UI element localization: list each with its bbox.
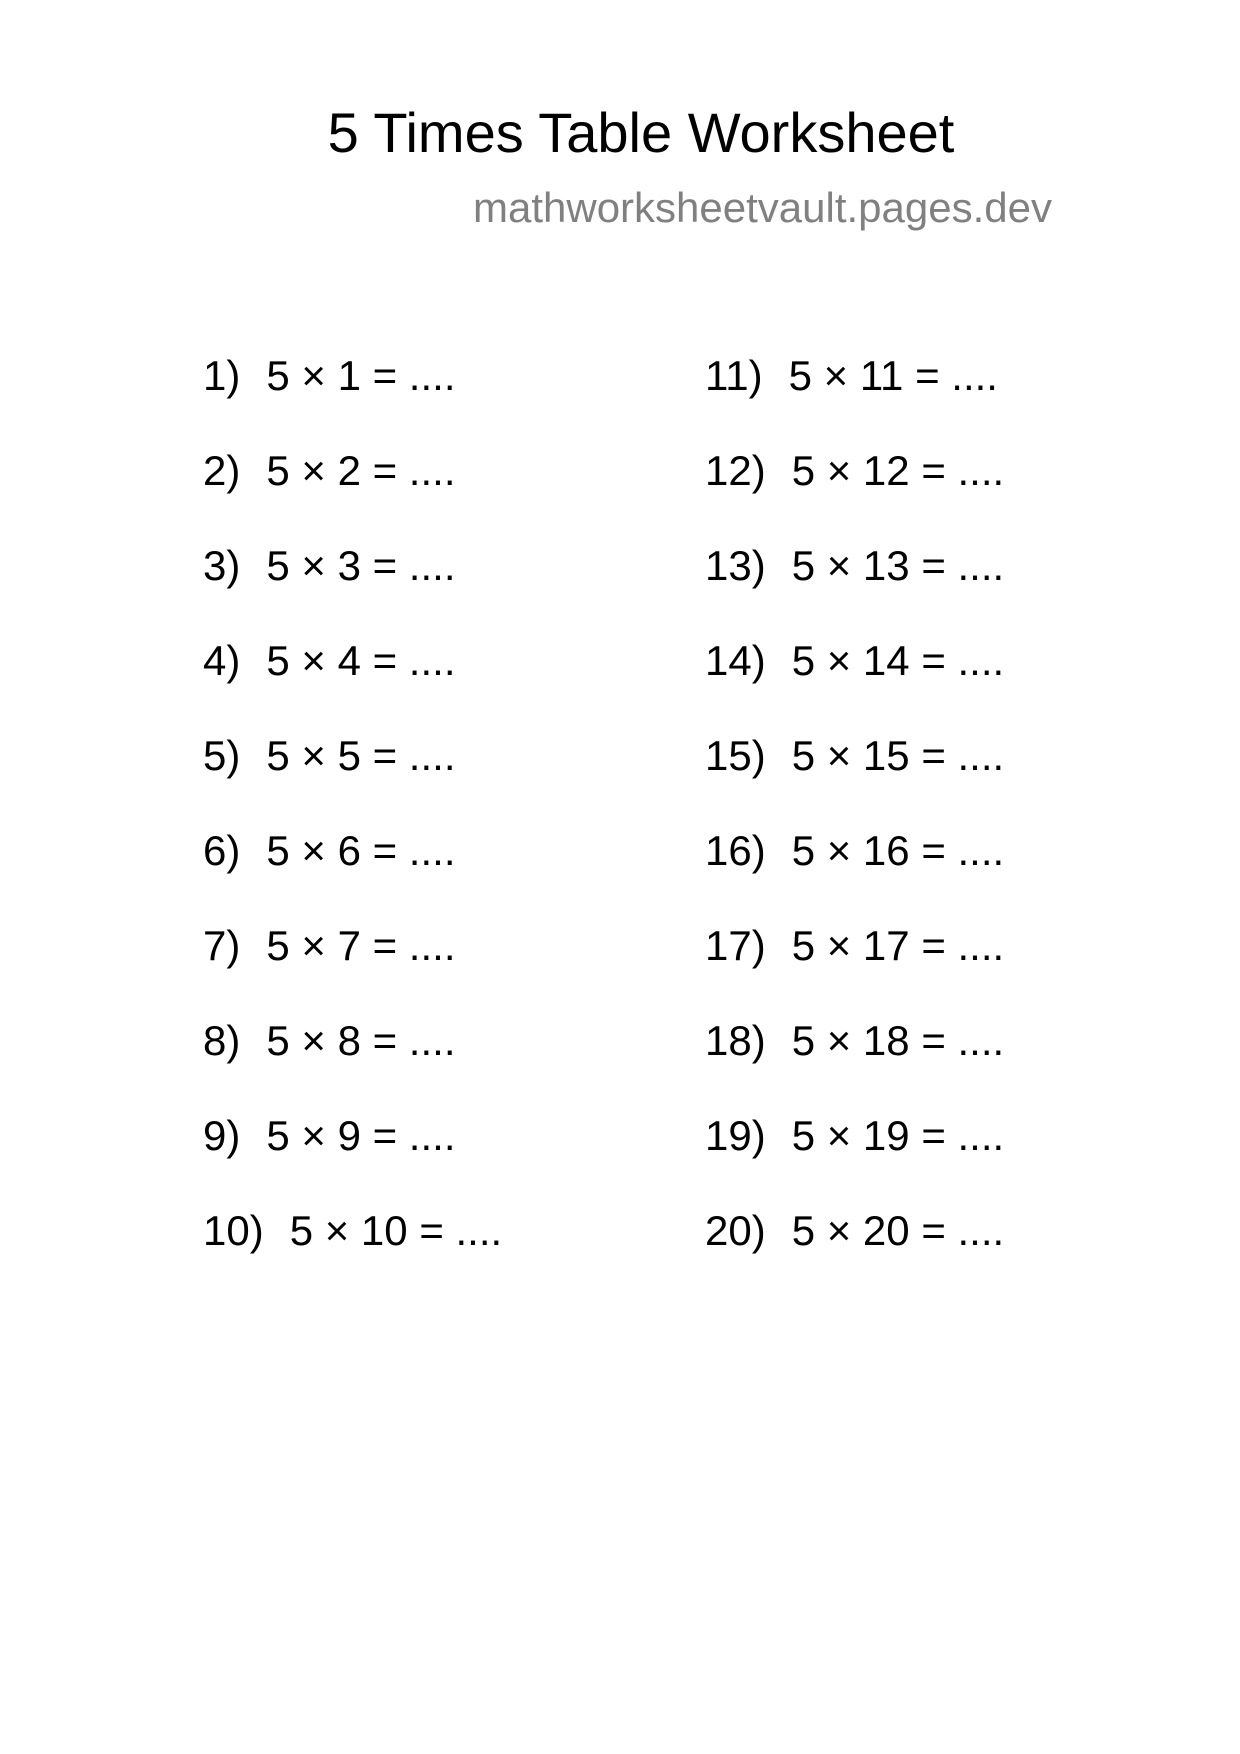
problem-number: 20)	[705, 1207, 766, 1254]
problem-expression: 5 × 6 = ....	[266, 827, 456, 874]
problem-expression: 5 × 18 = ....	[791, 1017, 1005, 1064]
problem-number: 7)	[203, 922, 241, 969]
problem-expression: 5 × 10 = ....	[289, 1207, 503, 1254]
problem-expression: 5 × 7 = ....	[266, 922, 456, 969]
website-url: mathworksheetvault.pages.dev	[473, 184, 1052, 231]
problem-expression: 5 × 9 = ....	[266, 1112, 456, 1159]
problem-expression: 5 × 8 = ....	[266, 1017, 456, 1064]
problem-number: 17)	[705, 922, 766, 969]
problem-item	[203, 825, 455, 877]
problem-expression: 5 × 4 = ....	[266, 637, 456, 684]
problem-item	[705, 730, 1004, 782]
problem-item	[203, 445, 455, 497]
problem-item	[203, 920, 455, 972]
problem-item	[203, 540, 455, 592]
problem-expression: 5 × 13 = ....	[791, 542, 1005, 589]
problem-item	[705, 1015, 1004, 1067]
problem-number: 12)	[705, 447, 766, 494]
problem-number: 3)	[203, 542, 241, 589]
problem-number: 1)	[203, 352, 241, 399]
problem-expression: 5 × 2 = ....	[266, 447, 456, 494]
problem-number: 8)	[203, 1017, 241, 1064]
problem-item	[705, 635, 1004, 687]
problem-number: 5)	[203, 732, 241, 779]
problem-number: 11)	[705, 352, 763, 399]
problem-number: 9)	[203, 1112, 241, 1159]
problem-item	[705, 825, 1004, 877]
worksheet-title: 5 Times Table Worksheet	[327, 101, 955, 164]
problem-item	[705, 1205, 1004, 1257]
problem-expression: 5 × 15 = ....	[791, 732, 1005, 779]
problem-expression: 5 × 11 = ....	[788, 352, 998, 399]
problem-number: 14)	[705, 637, 766, 684]
problem-expression: 5 × 19 = ....	[791, 1112, 1005, 1159]
problem-number: 18)	[705, 1017, 766, 1064]
problem-item	[203, 730, 455, 782]
problem-expression: 5 × 14 = ....	[791, 637, 1005, 684]
problem-item	[203, 350, 455, 402]
problem-item	[705, 540, 1004, 592]
problem-item	[203, 1015, 455, 1067]
problem-expression: 5 × 5 = ....	[266, 732, 456, 779]
problem-number: 13)	[705, 542, 766, 589]
problem-number: 2)	[203, 447, 241, 494]
problem-expression: 5 × 1 = ....	[266, 352, 456, 399]
problem-number: 4)	[203, 637, 241, 684]
problem-expression: 5 × 17 = ....	[791, 922, 1005, 969]
problem-number: 15)	[705, 732, 766, 779]
problem-expression: 5 × 16 = ....	[791, 827, 1005, 874]
problem-number: 10)	[203, 1207, 264, 1254]
problem-item	[203, 635, 455, 687]
problem-item	[203, 1110, 455, 1162]
problem-item	[705, 1110, 1004, 1162]
problem-item	[705, 920, 1004, 972]
problem-item	[203, 1205, 502, 1257]
problem-expression: 5 × 12 = ....	[791, 447, 1005, 494]
problem-number: 6)	[203, 827, 241, 874]
problem-expression: 5 × 20 = ....	[791, 1207, 1005, 1254]
problem-expression: 5 × 3 = ....	[266, 542, 456, 589]
problem-item	[705, 445, 1004, 497]
problem-item	[705, 350, 998, 402]
problem-number: 19)	[705, 1112, 766, 1159]
problem-number: 16)	[705, 827, 766, 874]
